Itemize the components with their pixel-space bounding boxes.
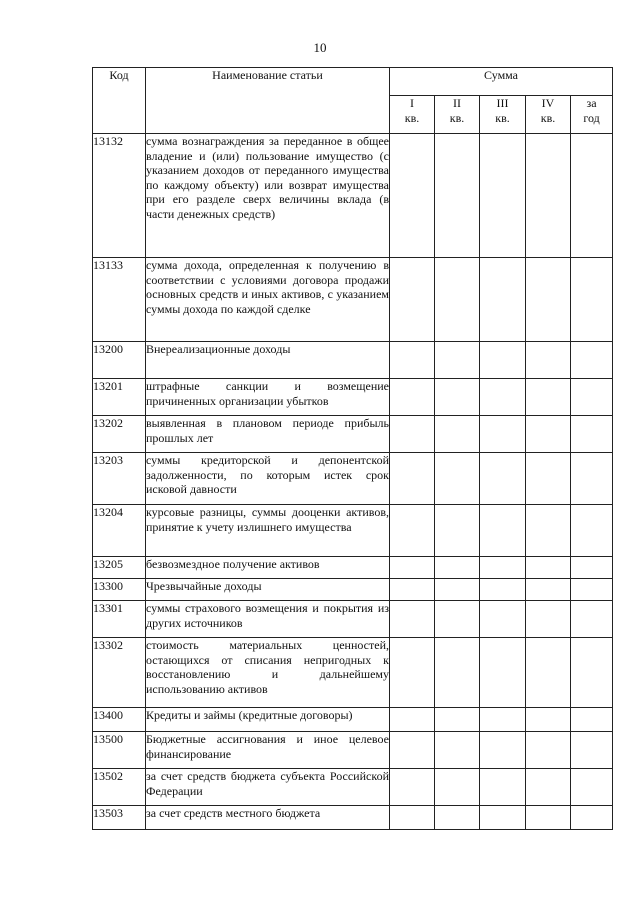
row-code: 13302	[93, 638, 146, 708]
cell-q1	[390, 342, 435, 379]
row-name: Бюджетные ассигнования и иное целевое финансирование	[146, 732, 390, 769]
cell-q4	[526, 579, 571, 601]
row-code: 13202	[93, 416, 146, 453]
row-code: 13205	[93, 557, 146, 579]
header-period-q3: III кв.	[480, 96, 526, 134]
cell-q2	[435, 601, 480, 638]
header-sum: Сумма	[390, 68, 613, 96]
cell-q4	[526, 416, 571, 453]
cell-q1	[390, 379, 435, 416]
cell-q2	[435, 579, 480, 601]
cell-year	[571, 579, 613, 601]
row-name: Чрезвычайные доходы	[146, 579, 390, 601]
table-row	[93, 708, 613, 732]
cell-q3	[480, 258, 526, 342]
cell-q4	[526, 806, 571, 830]
cell-year	[571, 806, 613, 830]
table-row	[93, 416, 613, 453]
cell-q4	[526, 557, 571, 579]
cell-q2	[435, 379, 480, 416]
cell-year	[571, 416, 613, 453]
table-row	[93, 557, 613, 579]
cell-q4	[526, 453, 571, 505]
table-row	[93, 579, 613, 601]
cell-q2	[435, 769, 480, 806]
cell-q3	[480, 638, 526, 708]
cell-q4	[526, 258, 571, 342]
row-code: 13500	[93, 732, 146, 769]
header-period-year: за год	[571, 96, 613, 134]
cell-q3	[480, 505, 526, 557]
row-name: Внереализационные доходы	[146, 342, 390, 379]
header-name: Наименование статьи	[146, 68, 390, 134]
row-name: курсовые разницы, суммы дооценки активов, принятие к учету излишнего имущества	[146, 505, 390, 557]
cell-year	[571, 601, 613, 638]
row-name: штрафные санкции и возмещение причиненных организации убытков	[146, 379, 390, 416]
cell-q4	[526, 769, 571, 806]
row-code: 13203	[93, 453, 146, 505]
cell-q3	[480, 453, 526, 505]
cell-q2	[435, 732, 480, 769]
cell-q3	[480, 769, 526, 806]
row-name: за счет средств бюджета субъекта Российской Федерации	[146, 769, 390, 806]
cell-q1	[390, 416, 435, 453]
cell-q1	[390, 806, 435, 830]
cell-q1	[390, 638, 435, 708]
cell-q4	[526, 379, 571, 416]
cell-q2	[435, 708, 480, 732]
cell-q3	[480, 342, 526, 379]
row-name: сумма дохода, определенная к получению в соответствии с условиями договора продажи основных средств и иных активов, с указанием суммы дохода по каждой сделке	[146, 258, 390, 342]
header-period-q2: II кв.	[435, 96, 480, 134]
table-row	[93, 769, 613, 806]
cell-q4	[526, 505, 571, 557]
cell-year	[571, 732, 613, 769]
table-row	[93, 732, 613, 769]
row-name: за счет средств местного бюджета	[146, 806, 390, 830]
cell-q3	[480, 732, 526, 769]
cell-q4	[526, 342, 571, 379]
cell-year	[571, 557, 613, 579]
cell-q2	[435, 134, 480, 258]
row-code: 13132	[93, 134, 146, 258]
table-row	[93, 453, 613, 505]
cell-q2	[435, 806, 480, 830]
row-code: 13502	[93, 769, 146, 806]
table-row	[93, 258, 613, 342]
row-code: 13300	[93, 579, 146, 601]
row-name: Кредиты и займы (кредитные договоры)	[146, 708, 390, 732]
cell-q1	[390, 453, 435, 505]
table-row	[93, 379, 613, 416]
row-name: суммы страхового возмещения и покрытия из других источников	[146, 601, 390, 638]
cell-q3	[480, 579, 526, 601]
cell-q2	[435, 453, 480, 505]
cell-q2	[435, 557, 480, 579]
row-name: суммы кредиторской и депонентской задолженности, по которым истек срок исковой давности	[146, 453, 390, 505]
row-code: 13400	[93, 708, 146, 732]
row-name: стоимость материальных ценностей, остающихся от списания непригодных к восстановлению и дальнейшему использованию активов	[146, 638, 390, 708]
cell-q2	[435, 505, 480, 557]
row-code: 13503	[93, 806, 146, 830]
cell-year	[571, 134, 613, 258]
cell-q4	[526, 638, 571, 708]
header-code: Код	[93, 68, 146, 134]
cell-q4	[526, 601, 571, 638]
table-row	[93, 134, 613, 258]
cell-q4	[526, 708, 571, 732]
cell-q1	[390, 579, 435, 601]
cell-year	[571, 379, 613, 416]
cell-q3	[480, 806, 526, 830]
cell-year	[571, 342, 613, 379]
header-period-q4: IV кв.	[526, 96, 571, 134]
cell-q1	[390, 732, 435, 769]
cell-q2	[435, 342, 480, 379]
table-row	[93, 806, 613, 830]
budget-table	[92, 67, 613, 830]
cell-q2	[435, 416, 480, 453]
cell-year	[571, 638, 613, 708]
cell-q1	[390, 134, 435, 258]
cell-q3	[480, 708, 526, 732]
table-row	[93, 638, 613, 708]
cell-year	[571, 708, 613, 732]
table-row	[93, 342, 613, 379]
cell-q1	[390, 557, 435, 579]
cell-q1	[390, 769, 435, 806]
row-code: 13133	[93, 258, 146, 342]
cell-q4	[526, 134, 571, 258]
row-code: 13201	[93, 379, 146, 416]
table-row	[93, 601, 613, 638]
table-row	[93, 505, 613, 557]
row-name: выявленная в плановом периоде прибыль прошлых лет	[146, 416, 390, 453]
row-code: 13301	[93, 601, 146, 638]
cell-year	[571, 453, 613, 505]
row-code: 13204	[93, 505, 146, 557]
row-name: безвозмездное получение активов	[146, 557, 390, 579]
cell-q1	[390, 708, 435, 732]
header-period-q1: I кв.	[390, 96, 435, 134]
cell-year	[571, 258, 613, 342]
cell-q2	[435, 638, 480, 708]
page-number: 10	[313, 40, 327, 55]
cell-q1	[390, 505, 435, 557]
cell-q3	[480, 557, 526, 579]
cell-q3	[480, 379, 526, 416]
cell-q4	[526, 732, 571, 769]
row-code: 13200	[93, 342, 146, 379]
cell-year	[571, 769, 613, 806]
cell-q1	[390, 601, 435, 638]
cell-q3	[480, 601, 526, 638]
cell-q3	[480, 134, 526, 258]
cell-q1	[390, 258, 435, 342]
cell-q2	[435, 258, 480, 342]
cell-year	[571, 505, 613, 557]
row-name: сумма вознаграждения за переданное в общее владение и (или) пользование имущество (с указанием доходов от переданного имущества по каждому объекту) или возврат имущества при его разделе сверх величины вклада (в части денежных средств)	[146, 134, 390, 258]
cell-q3	[480, 416, 526, 453]
